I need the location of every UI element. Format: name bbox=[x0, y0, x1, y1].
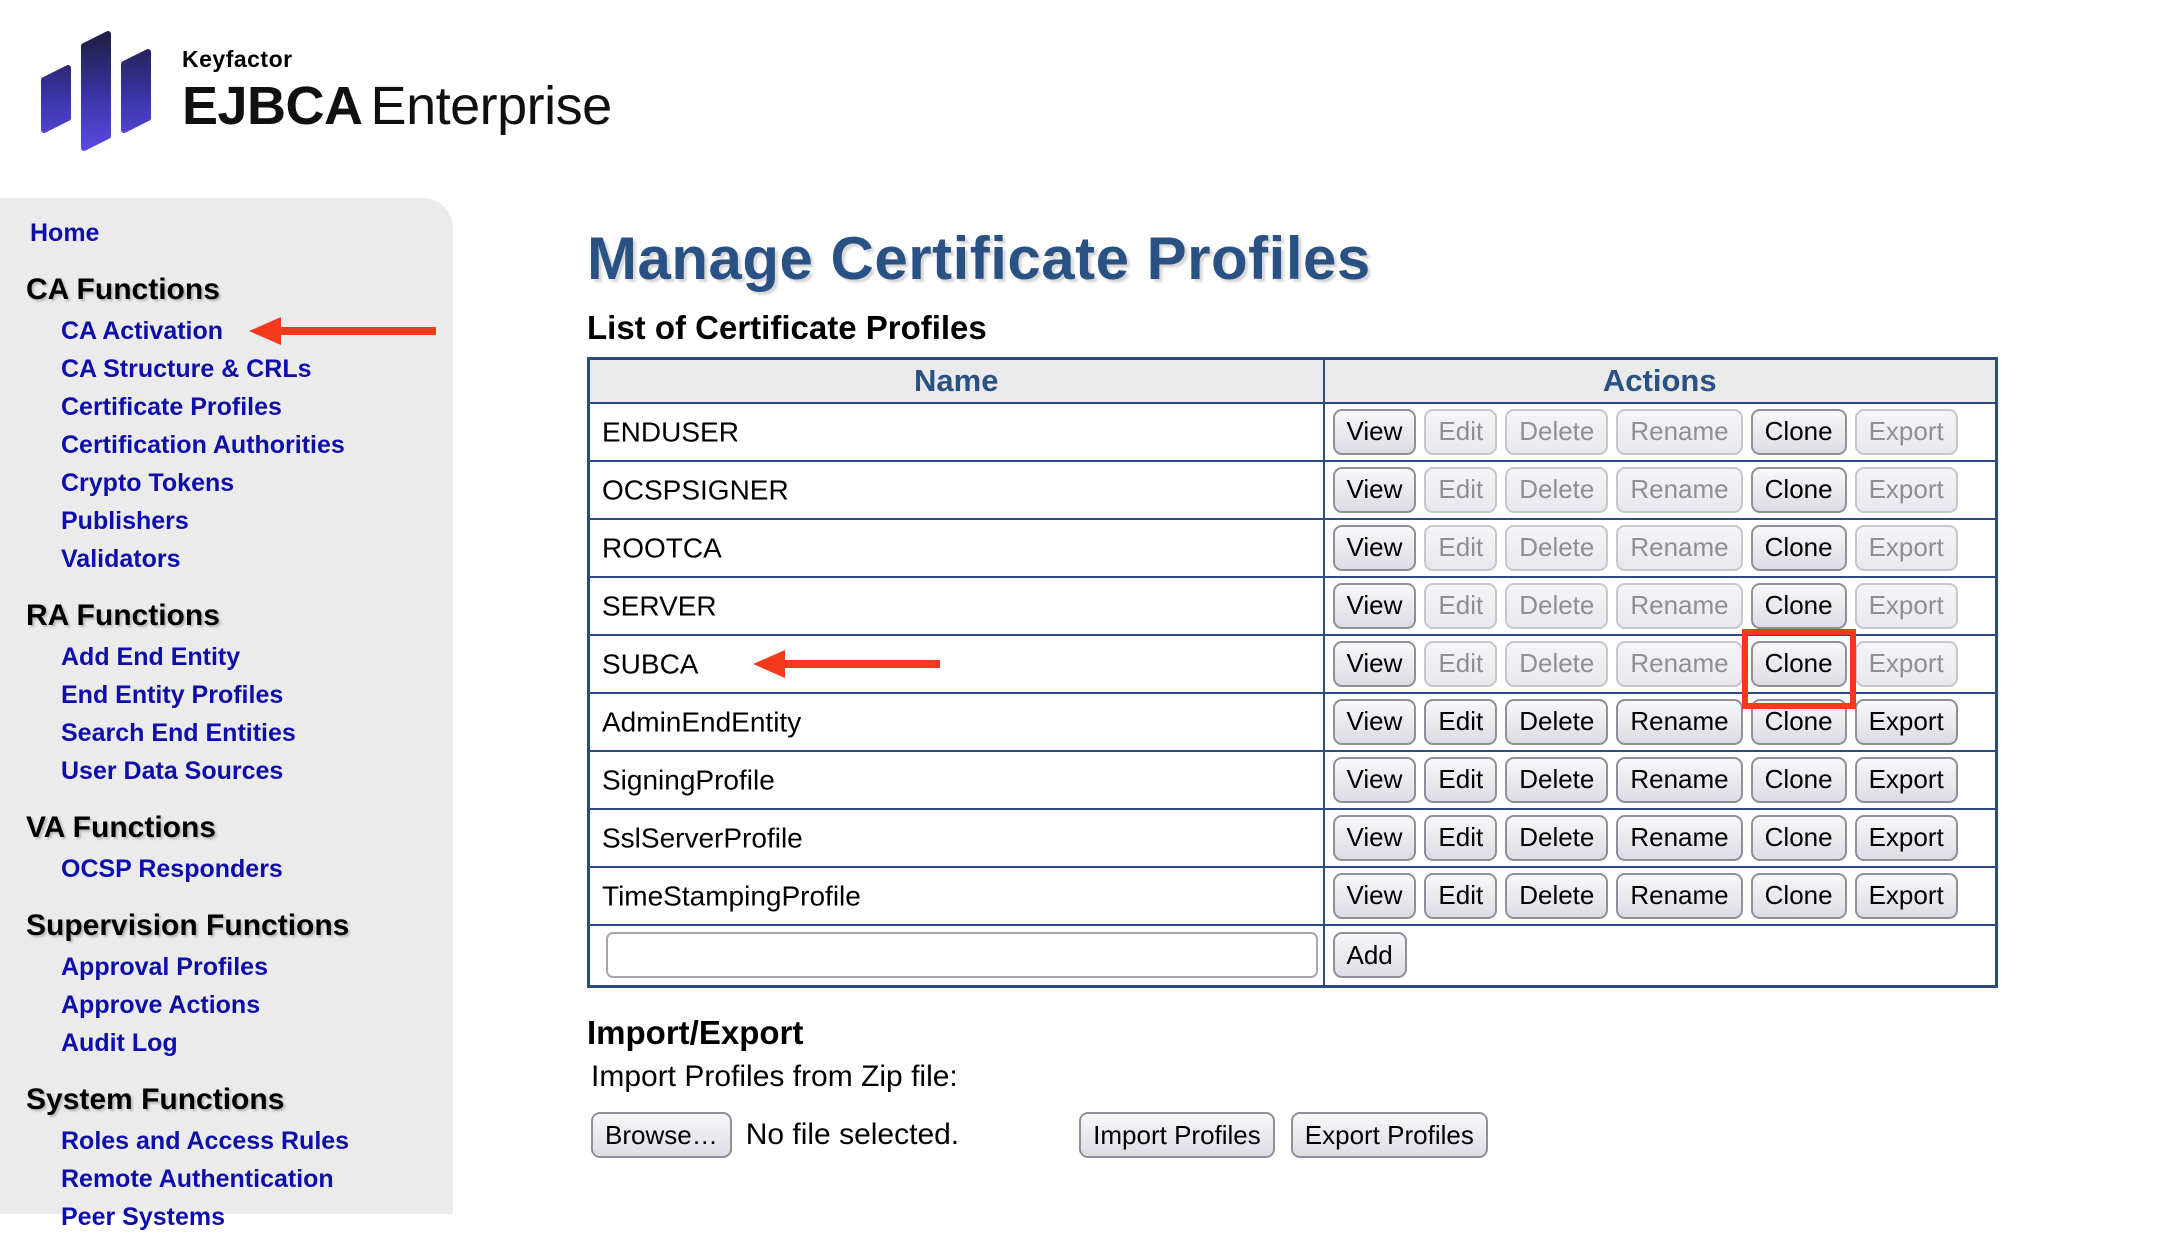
export-button: Export bbox=[1855, 525, 1958, 571]
view-button[interactable]: View bbox=[1333, 409, 1417, 455]
table-row-server bbox=[589, 577, 1997, 635]
rename-button[interactable]: Rename bbox=[1616, 699, 1742, 745]
sidebar-section-ra-functions bbox=[0, 594, 453, 638]
add-button[interactable]: Add bbox=[1333, 932, 1407, 978]
logo-text bbox=[182, 30, 612, 137]
keyfactor-bars-icon bbox=[40, 30, 152, 150]
table-row-ocspsigner bbox=[589, 461, 1997, 519]
import-export-heading: Import/Export bbox=[587, 1014, 804, 1051]
sidebar-item-label: OCSP Responders bbox=[61, 854, 283, 883]
import-profiles-button[interactable]: Import Profiles bbox=[1079, 1112, 1275, 1158]
sidebar-item-label: Audit Log bbox=[61, 1028, 178, 1057]
sidebar-item-label: RA Functions bbox=[26, 599, 220, 632]
delete-button[interactable]: Delete bbox=[1505, 815, 1608, 861]
sidebar-item-label: Roles and Access Rules bbox=[61, 1126, 350, 1155]
rename-button: Rename bbox=[1616, 467, 1742, 513]
arrow-shaft bbox=[785, 660, 940, 668]
profile-name: ENDUSER bbox=[602, 416, 739, 448]
export-button: Export bbox=[1855, 467, 1958, 513]
sidebar-section-ca-functions bbox=[0, 268, 453, 312]
sidebar-annotation-arrow bbox=[249, 317, 436, 345]
clone-button[interactable]: Clone bbox=[1751, 409, 1847, 455]
sidebar-item-label: CA Activation bbox=[61, 316, 224, 345]
view-button[interactable]: View bbox=[1333, 583, 1417, 629]
delete-button: Delete bbox=[1505, 467, 1608, 513]
view-button[interactable]: View bbox=[1333, 873, 1417, 919]
product-name bbox=[182, 75, 612, 137]
sidebar-item-crypto-tokens[interactable] bbox=[0, 464, 453, 502]
edit-button[interactable]: Edit bbox=[1424, 757, 1497, 803]
profile-name: OCSPSIGNER bbox=[602, 474, 789, 506]
row-annotation-arrow bbox=[753, 650, 940, 678]
table-row-rootca bbox=[589, 519, 1997, 577]
rename-button[interactable]: Rename bbox=[1616, 757, 1742, 803]
edit-button: Edit bbox=[1424, 525, 1497, 571]
sidebar-item-ca-activation[interactable] bbox=[0, 312, 453, 350]
sidebar bbox=[0, 198, 453, 1231]
sidebar-item-audit-log[interactable] bbox=[0, 1024, 453, 1062]
profile-name: AdminEndEntity bbox=[602, 706, 802, 738]
edit-button: Edit bbox=[1424, 409, 1497, 455]
sidebar-item-remote-authentication[interactable] bbox=[0, 1160, 453, 1198]
export-profiles-button[interactable]: Export Profiles bbox=[1291, 1112, 1488, 1158]
export-button[interactable]: Export bbox=[1855, 699, 1958, 745]
rename-button: Rename bbox=[1616, 409, 1742, 455]
clone-button[interactable]: Clone bbox=[1751, 757, 1847, 803]
edit-button[interactable]: Edit bbox=[1424, 815, 1497, 861]
page-title: Manage Certificate Profiles bbox=[587, 225, 1371, 292]
table-row-signingprofile bbox=[589, 751, 1997, 809]
clone-button[interactable]: Clone bbox=[1751, 525, 1847, 571]
sidebar-item-label: CA Functions bbox=[26, 273, 220, 306]
view-button[interactable]: View bbox=[1333, 815, 1417, 861]
new-profile-name-input[interactable] bbox=[606, 932, 1318, 978]
clone-button[interactable]: Clone bbox=[1751, 699, 1847, 745]
arrow-shaft bbox=[281, 327, 436, 335]
rename-button: Rename bbox=[1616, 525, 1742, 571]
clone-button[interactable]: Clone bbox=[1751, 873, 1847, 919]
sidebar-section-system-functions bbox=[0, 1078, 453, 1122]
export-button: Export bbox=[1855, 641, 1958, 687]
export-button[interactable]: Export bbox=[1855, 815, 1958, 861]
edit-button: Edit bbox=[1424, 583, 1497, 629]
sidebar-item-approval-profiles[interactable] bbox=[0, 948, 453, 986]
clone-button[interactable]: Clone bbox=[1751, 583, 1847, 629]
sidebar-item-label: Certificate Profiles bbox=[61, 392, 282, 421]
delete-button: Delete bbox=[1505, 641, 1608, 687]
table-row-adminendentity bbox=[589, 693, 1997, 751]
edit-button: Edit bbox=[1424, 467, 1497, 513]
table-row-timestampingprofile bbox=[589, 867, 1997, 925]
table-row-enduser bbox=[589, 403, 1997, 461]
list-heading: List of Certificate Profiles bbox=[587, 309, 987, 346]
sidebar-item-peer-systems[interactable] bbox=[0, 1198, 453, 1236]
view-button[interactable]: View bbox=[1333, 699, 1417, 745]
view-button[interactable]: View bbox=[1333, 525, 1417, 571]
delete-button[interactable]: Delete bbox=[1505, 873, 1608, 919]
sidebar-item-roles-and-access-rules[interactable] bbox=[0, 1122, 453, 1160]
sidebar-item-label: Approval Profiles bbox=[61, 952, 268, 981]
delete-button: Delete bbox=[1505, 409, 1608, 455]
product-name-light: Enterprise bbox=[370, 76, 612, 136]
sidebar-item-label: Approve Actions bbox=[61, 990, 261, 1019]
add-profile-row bbox=[589, 925, 1997, 987]
sidebar-item-home[interactable] bbox=[0, 214, 453, 252]
sidebar-item-label: CA Structure & CRLs bbox=[61, 354, 312, 383]
keyfactor-logo bbox=[40, 30, 612, 150]
sidebar-item-label: Crypto Tokens bbox=[61, 468, 235, 497]
sidebar-section-supervision-functions bbox=[0, 904, 453, 948]
export-button: Export bbox=[1855, 409, 1958, 455]
sidebar-item-label: Remote Authentication bbox=[61, 1164, 334, 1193]
sidebar-item-label: Certification Authorities bbox=[61, 430, 345, 459]
rename-button: Rename bbox=[1616, 641, 1742, 687]
view-button[interactable]: View bbox=[1333, 467, 1417, 513]
profile-name: SslServerProfile bbox=[602, 822, 803, 854]
sidebar-item-label: System Functions bbox=[26, 1083, 285, 1116]
sidebar-item-certificate-profiles[interactable] bbox=[0, 388, 453, 426]
arrow-head-icon bbox=[753, 650, 785, 678]
sidebar-item-publishers[interactable] bbox=[0, 502, 453, 540]
sidebar-item-certification-authorities[interactable] bbox=[0, 426, 453, 464]
export-button[interactable]: Export bbox=[1855, 873, 1958, 919]
edit-button[interactable]: Edit bbox=[1424, 873, 1497, 919]
brand-name: Keyfactor bbox=[182, 46, 293, 72]
clone-button[interactable]: Clone bbox=[1751, 467, 1847, 513]
rename-button: Rename bbox=[1616, 583, 1742, 629]
profile-name: SERVER bbox=[602, 590, 717, 622]
sidebar-item-label: VA Functions bbox=[26, 811, 216, 844]
no-file-selected-text: No file selected. bbox=[745, 1118, 960, 1151]
edit-button: Edit bbox=[1424, 641, 1497, 687]
table-row-subca bbox=[589, 635, 1997, 693]
edit-button[interactable]: Edit bbox=[1424, 699, 1497, 745]
profile-name: SUBCA bbox=[602, 648, 699, 680]
sidebar-section-va-functions bbox=[0, 806, 453, 850]
table-row-sslserverprofile bbox=[589, 809, 1997, 867]
sidebar-item-end-entity-profiles[interactable] bbox=[0, 676, 453, 714]
delete-button: Delete bbox=[1505, 525, 1608, 571]
column-header-actions: Actions bbox=[1324, 359, 1997, 403]
export-button[interactable]: Export bbox=[1855, 757, 1958, 803]
certificate-profiles-table bbox=[587, 357, 1998, 988]
sidebar-item-ca-structure-crls[interactable] bbox=[0, 350, 453, 388]
sidebar-item-add-end-entity[interactable] bbox=[0, 638, 453, 676]
sidebar-item-search-end-entities[interactable] bbox=[0, 714, 453, 752]
arrow-head-icon bbox=[249, 317, 281, 345]
sidebar-item-user-data-sources[interactable] bbox=[0, 752, 453, 790]
sidebar-item-validators[interactable] bbox=[0, 540, 453, 578]
browse-button[interactable]: Browse… bbox=[591, 1112, 732, 1158]
clone-button[interactable]: Clone bbox=[1751, 815, 1847, 861]
sidebar-item-label: Validators bbox=[61, 544, 181, 573]
import-instruction: Import Profiles from Zip file: bbox=[591, 1060, 958, 1093]
view-button[interactable]: View bbox=[1333, 641, 1417, 687]
sidebar-item-label: Publishers bbox=[61, 506, 189, 535]
column-header-name: Name bbox=[589, 359, 1324, 403]
delete-button: Delete bbox=[1505, 583, 1608, 629]
rename-button[interactable]: Rename bbox=[1616, 815, 1742, 861]
delete-button[interactable]: Delete bbox=[1505, 757, 1608, 803]
rename-button[interactable]: Rename bbox=[1616, 873, 1742, 919]
clone-button[interactable]: Clone bbox=[1751, 641, 1847, 687]
sidebar-item-label: Peer Systems bbox=[61, 1202, 226, 1231]
sidebar-item-label: Search End Entities bbox=[61, 718, 296, 747]
product-name-bold: EJBCA bbox=[182, 76, 363, 136]
profile-name: TimeStampingProfile bbox=[602, 880, 861, 912]
import-export-controls bbox=[591, 1112, 2067, 1158]
profile-name: SigningProfile bbox=[602, 764, 775, 796]
sidebar-item-label: User Data Sources bbox=[61, 756, 284, 785]
sidebar-item-label: Home bbox=[30, 218, 100, 247]
sidebar-item-approve-actions[interactable] bbox=[0, 986, 453, 1024]
export-button: Export bbox=[1855, 583, 1958, 629]
delete-button[interactable]: Delete bbox=[1505, 699, 1608, 745]
profile-name: ROOTCA bbox=[602, 532, 722, 564]
highlighted-action-wrap bbox=[1751, 641, 1847, 687]
sidebar-item-label: End Entity Profiles bbox=[61, 680, 284, 709]
sidebar-item-label: Add End Entity bbox=[61, 642, 241, 671]
table-header-row bbox=[589, 359, 1997, 403]
sidebar-item-label: Supervision Functions bbox=[26, 909, 350, 942]
main-content bbox=[587, 210, 2067, 1158]
sidebar-item-ocsp-responders[interactable] bbox=[0, 850, 453, 888]
view-button[interactable]: View bbox=[1333, 757, 1417, 803]
